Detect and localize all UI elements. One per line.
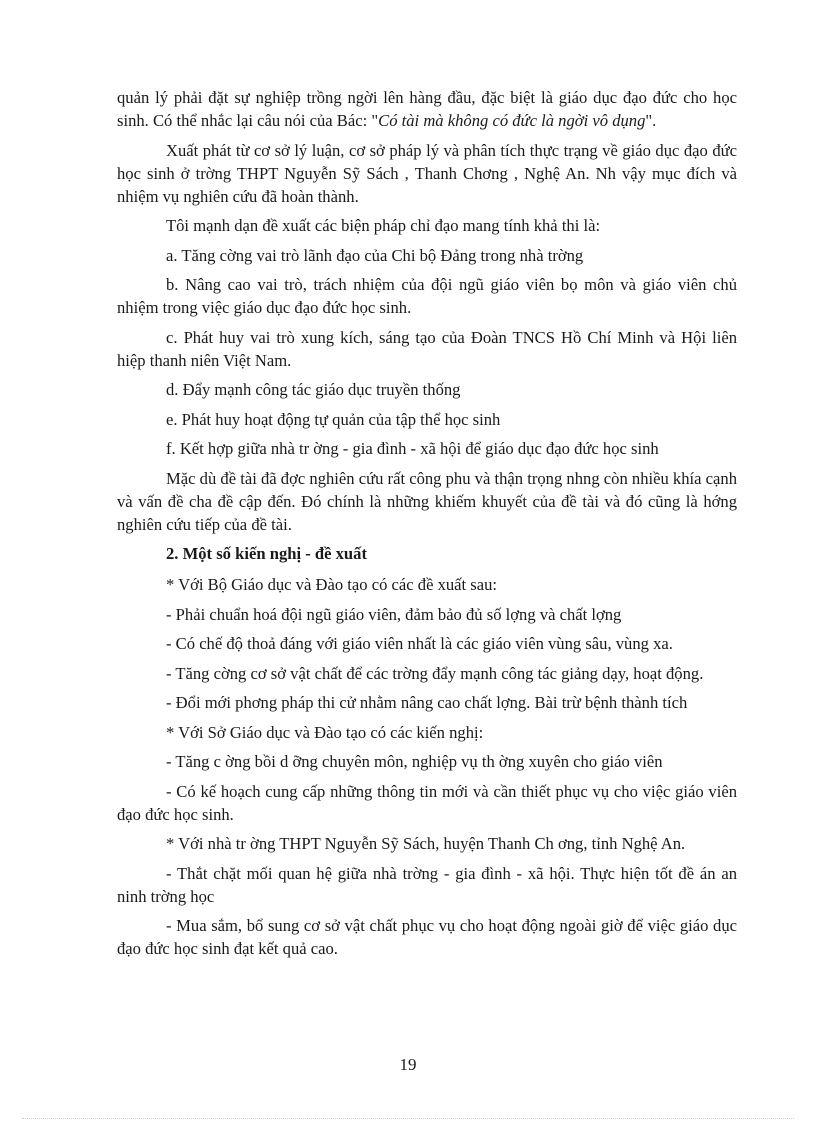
quote-end: ". bbox=[645, 111, 657, 130]
paragraph: Xuất phát từ cơ sở lý luận, cơ sở pháp lý và phân tích thực trạng về giáo dục đạo đức học sinh ở trờng THPT Nguyễn Sỹ Sách , Thanh Chơng , Nghệ An. Nh vậy mục đích và nhiệm vụ nghiên cứu đã hoàn thành. bbox=[117, 140, 737, 206]
recommendation-item: - Thắt chặt mối quan hệ giữa nhà trờng - gia đình - xã hội. Thực hiện tốt đề án an ninh trờng học bbox=[117, 863, 737, 906]
list-item: b. Nâng cao vai trò, trách nhiệm của đội ngũ giáo viên bọ môn và giáo viên chủ nhiệm trong việc giáo dục đạo đức học sinh. bbox=[117, 275, 737, 317]
paragraph: Mặc dù đề tài đã đợc nghiên cứu rất công phu và thận trọng nhng còn nhiều khía cạnh và vấn đề cha đề cập đến. Đó chính là những khiếm khuyết của đề tài và đó cũng là hớng nghiên cứu tiếp của đề tài. bbox=[117, 468, 737, 534]
recommendation-item: - Tăng cờng cơ sở vật chất để các trờng đẩy mạnh công tác giảng dạy, hoạt động. bbox=[166, 663, 704, 683]
page-edge-divider bbox=[22, 1118, 794, 1119]
list-item: a. Tăng cờng vai trò lãnh đạo của Chi bộ Đảng trong nhà trờng bbox=[166, 245, 584, 265]
recommendation-item: * Với Sở Giáo dục và Đào tạo có các kiến nghị: bbox=[166, 722, 484, 742]
recommendation-item: * Với Bộ Giáo dục và Đào tạo có các đề xuất sau: bbox=[166, 575, 498, 594]
recommendation-item: - Có kế hoạch cung cấp những thông tin mới và cần thiết phục vụ cho việc giáo viên đạo đức học sinh. bbox=[117, 781, 737, 824]
quote-text: Có tài mà không có đức là ngời vô dụng bbox=[378, 111, 646, 130]
page-number: 19 bbox=[399, 1055, 417, 1074]
list-item: e. Phát huy hoạt động tự quản của tập thể học sinh bbox=[166, 409, 501, 429]
intro-paragraph bbox=[117, 86, 737, 132]
intro-text: quản lý phải đặt sự nghiệp trồng ngời lên hàng đầu, đặc biệt là giáo dục đạo đức cho học sinh. Có thể nhắc lại câu nói của Bác: " bbox=[117, 88, 737, 130]
recommendation-item: - Tăng c ờng bồi d ỡng chuyên môn, nghiệp vụ th ờng xuyên cho giáo viên bbox=[166, 752, 663, 771]
section-heading: 2. Một số kiến nghị - đề xuất bbox=[166, 544, 367, 563]
document-body bbox=[117, 86, 737, 967]
recommendation-item: - Có chế độ thoả đáng với giáo viên nhất là các giáo viên vùng sâu, vùng xa. bbox=[166, 634, 673, 653]
list-item: c. Phát huy vai trò xung kích, sáng tạo của Đoàn TNCS Hồ Chí Minh và Hội liên hiệp thanh niên Việt Nam. bbox=[117, 327, 737, 370]
paragraph: Tôi mạnh dạn đề xuất các biện pháp chỉ đạo mang tính khả thi là: bbox=[166, 216, 601, 235]
recommendation-item: - Đổi mới phơng pháp thi cử nhằm nâng cao chất lợng. Bài trừ bệnh thành tích bbox=[166, 693, 688, 712]
recommendation-item: * Với nhà tr ờng THPT Nguyễn Sỹ Sách, huyện Thanh Ch ơng, tỉnh Nghệ An. bbox=[166, 834, 686, 853]
list-item: d. Đẩy mạnh công tác giáo dục truyền thống bbox=[166, 380, 461, 399]
list-item: f. Kết hợp giữa nhà tr ờng - gia đình - xã hội để giáo dục đạo đức học sinh bbox=[166, 439, 659, 458]
recommendation-item: - Phải chuẩn hoá đội ngũ giáo viên, đảm bảo đủ số lợng và chất lợng bbox=[166, 604, 622, 624]
recommendation-item: - Mua sắm, bổ sung cơ sở vật chất phục vụ cho hoạt động ngoài giờ để việc giáo dục đạo đức học sinh đạt kết quả cao. bbox=[117, 916, 737, 958]
